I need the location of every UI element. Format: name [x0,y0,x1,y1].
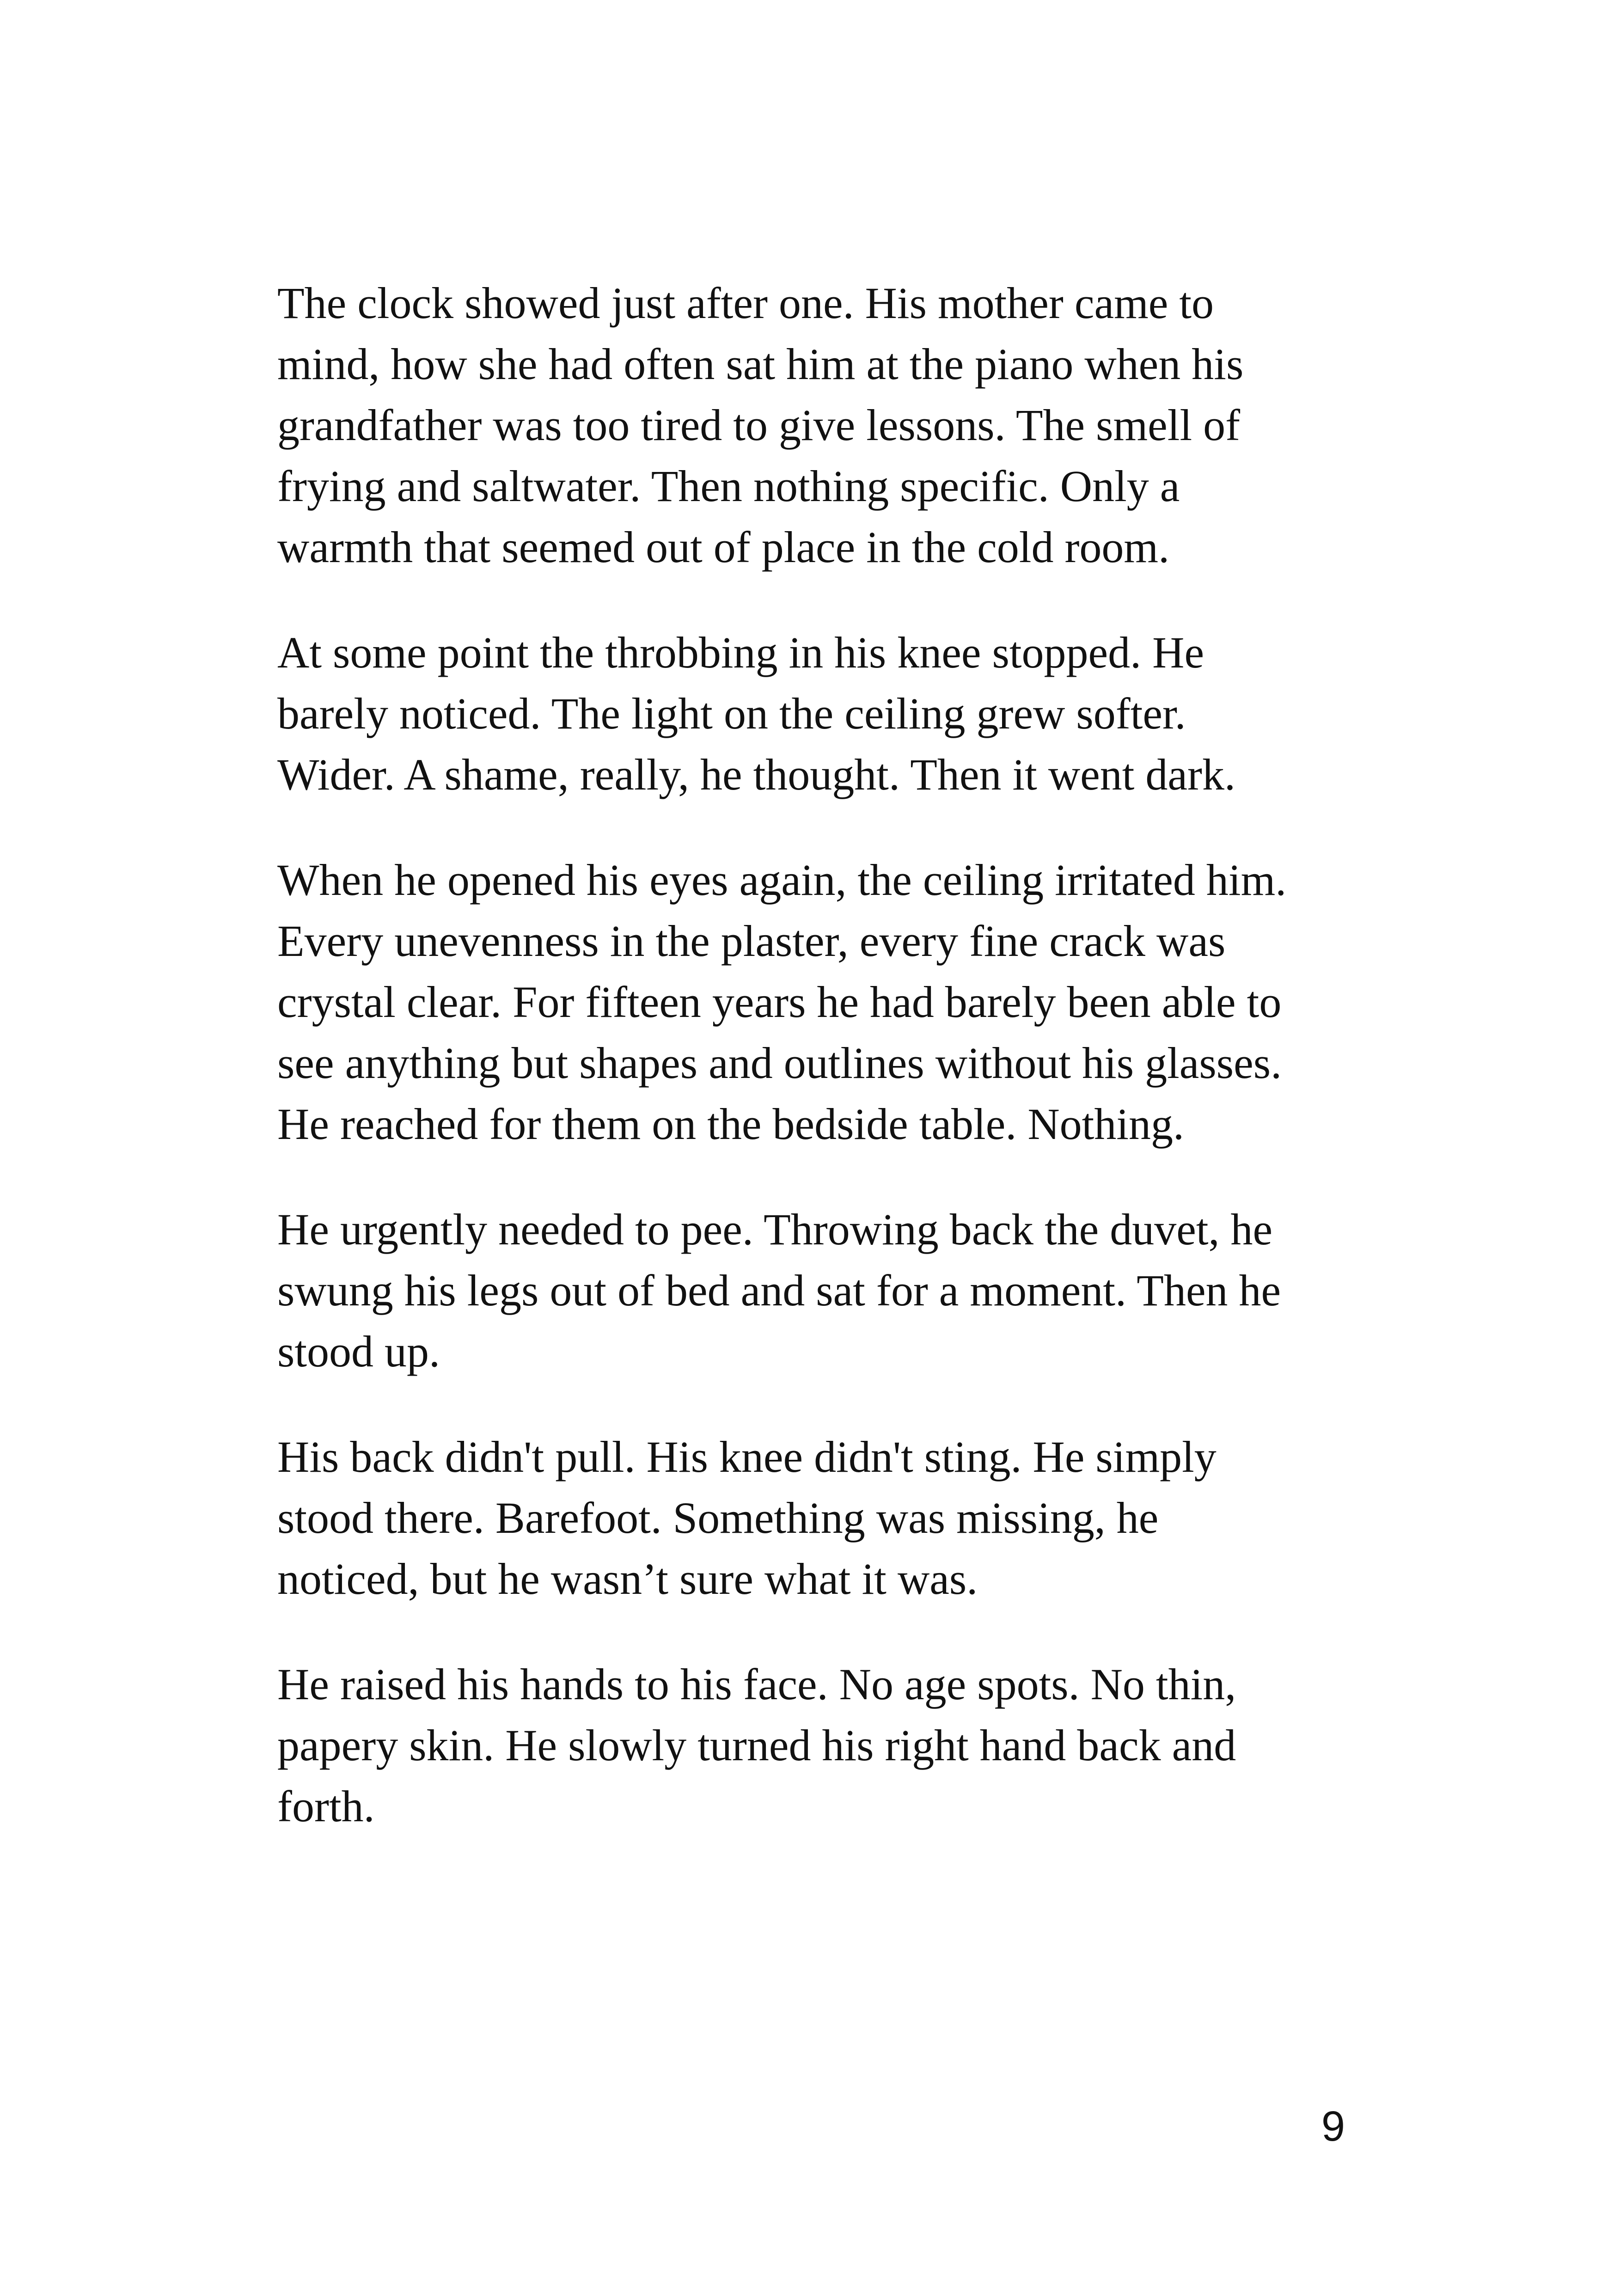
line: At some point the throbbing in his knee stopped. He [277,628,1204,677]
paragraph-3 [277,850,1350,1155]
paragraph-1 [277,273,1350,578]
line: noticed, but he wasn’t sure what it was. [277,1554,978,1604]
line: mind, how she had often sat him at the piano when his [277,339,1244,389]
line: Wider. A shame, really, he thought. Then it went dark. [277,750,1235,799]
line: stood there. Barefoot. Something was missing, he [277,1493,1159,1543]
line: swung his legs out of bed and sat for a moment. Then he [277,1266,1281,1315]
body-text [277,273,1350,1881]
line: see anything but shapes and outlines without his glasses. [277,1038,1282,1088]
line: grandfather was too tired to give lessons. The smell of [277,400,1241,450]
paragraph-6 [277,1654,1350,1837]
line: He urgently needed to pee. Throwing back the duvet, he [277,1205,1273,1254]
line: frying and saltwater. Then nothing specific. Only a [277,461,1180,511]
paragraph-4 [277,1199,1350,1382]
paragraph-5 [277,1427,1350,1610]
paragraph-2 [277,622,1350,805]
page-number: 9 [1321,2103,1345,2150]
line: barely noticed. The light on the ceiling grew softer. [277,689,1186,738]
line: crystal clear. For fifteen years he had barely been able to [277,977,1282,1027]
line: The clock showed just after one. His mother came to [277,278,1214,328]
line: Every unevenness in the plaster, every fine crack was [277,916,1226,966]
line: He raised his hands to his face. No age spots. No thin, [277,1659,1236,1709]
line: His back didn't pull. His knee didn't sting. He simply [277,1432,1217,1482]
line: papery skin. He slowly turned his right hand back and [277,1720,1236,1770]
line: forth. [277,1782,375,1831]
line: He reached for them on the bedside table. Nothing. [277,1099,1184,1149]
line: stood up. [277,1327,440,1376]
line: warmth that seemed out of place in the cold room. [277,522,1170,572]
line: When he opened his eyes again, the ceiling irritated him. [277,855,1287,905]
